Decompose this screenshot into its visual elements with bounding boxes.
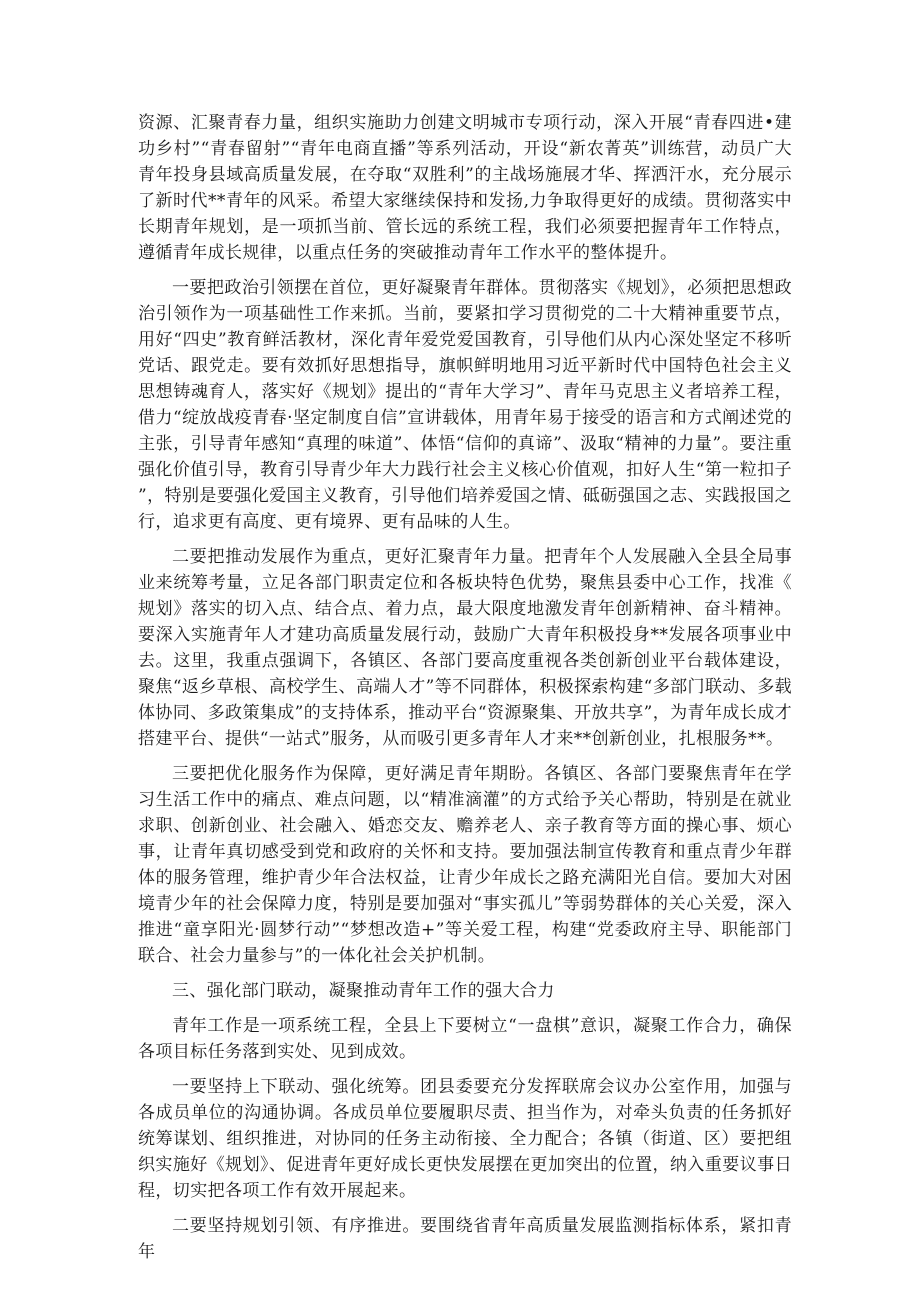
paragraph-planning-guidance: 二要坚持规划引领、有序推进。要围绕省青年高质量发展监测指标体系，紧扣青年 bbox=[138, 1216, 792, 1262]
section-heading-three: 三、强化部门联动，凝聚推动青年工作的强大合力 bbox=[172, 981, 555, 1001]
paragraph-system-project: 青年工作是一项系统工程，全县上下要树立“一盘棋”意识，凝聚工作合力，确保各项目标任务落到实处、见到成效。 bbox=[138, 1016, 792, 1062]
paragraph-optimize-service: 三要把优化服务作为保障，更好满足青年期盼。各镇区、各部门要聚焦青年在学习生活工作中的痛点、难点问题，以“精准滴灌”的方式给予关心帮助，特别是在就业求职、创新创业、社会融入、婚恋交友、赡养老人、亲子教育等方面的操心事、烦心事，让青年真切感受到党和政府的关怀和支持。要加强法制宣传教育和重点青少年群体的服务管理，维护青少年合法权益，让青少年成长之路充满阳光自信。要加大对困境青少年的社会保障力度，特别是要加强对“事实孤儿”等弱势群体的关心关爱，深入推进“童享阳光·圆梦行动”“梦想改造+”等关爱工程，构建“党委政府主导、职能部门联合、社会力量参与”的一体化社会关护机制。 bbox=[138, 764, 792, 966]
paragraph-continuation: 资源、汇聚青春力量，组织实施助力创建文明城市专项行动，深入开展“青春四进•建功乡村”“青春留射”“青年电商直播”等系列活动，开设“新农菁英”训练营，动员广大青年投身县域高质量发展，在夺取“双胜利”的主战场施展才华、挥洒汗水，充分展示了新时代**青年的风采。希望大家继续保持和发扬,力争取得更好的成绩。贯彻落实中长期青年规划，是一项抓当前、管长远的系统工程，我们必须要把握青年工作特点，遵循青年成长规律，以重点任务的突破推动青年工作水平的整体提升。 bbox=[138, 113, 792, 263]
document-page bbox=[138, 110, 792, 1274]
paragraph-coordination: 一要坚持上下联动、强化统筹。团县委要充分发挥联席会议办公室作用，加强与各成员单位的沟通协调。各成员单位要履职尽责、担当作为，对牵头负责的任务抓好统筹谋划、组织推进，对协同的任务主动衔接、全力配合；各镇（街道、区）要把组织实施好《规划》、促进青年更好成长更快发展摆在更加突出的位置，纳入重要议事日程，切实把各项工作有效开展起来。 bbox=[138, 1077, 792, 1201]
paragraph-promote-development: 二要把推动发展作为重点，更好汇聚青年力量。把青年个人发展融入全县全局事业来统筹考量，立足各部门职责定位和各板块特色优势，聚焦县委中心工作，找准《规划》落实的切入点、结合点、着力点，最大限度地激发青年创新精神、奋斗精神。要深入实施青年人才建功高质量发展行动，鼓励广大青年积极投身**发展各项事业中去。这里，我重点强调下，各镇区、各部门要高度重视各类创新创业平台载体建设，聚焦“返乡草根、高校学生、高端人才”等不同群体，积极探索构建“多部门联动、多载体协同、多政策集成”的支持体系，推动平台“资源聚集、开放共享”，为青年成长成才搭建平台、提供“一站式”服务，从而吸引更多青年人才来**创新创业，扎根服务**。 bbox=[138, 547, 792, 749]
paragraph-political-guidance: 一要把政治引领摆在首位，更好凝聚青年群体。贯彻落实《规划》，必须把思想政治引领作为一项基础性工作来抓。当前，要紧扣学习贯彻党的二十大精神重要节点，用好“四史”教育鲜活教材，深化青年爱党爱国教育，引导他们从内心深处坚定不移听党话、跟党走。要有效抓好思想指导，旗帜鲜明地用习近平新时代中国特色社会主义思想铸魂育人，落实好《规划》提出的“青年大学习”、青年马克思主义者培养工程，借力“绽放战疫青春·坚定制度自信”宣讲载体，用青年易于接受的语言和方式阐述党的主张，引导青年感知“真理的味道”、体悟“信仰的真谛”、汲取“精神的力量”。要注重强化价值引导，教育引导青少年大力践行社会主义核心价值观，扣好人生“第一粒扣子”，特别是要强化爱国主义教育，引导他们培养爱国之情、砥砺强国之志、实践报国之行，追求更有高度、更有境界、更有品味的人生。 bbox=[138, 278, 792, 532]
